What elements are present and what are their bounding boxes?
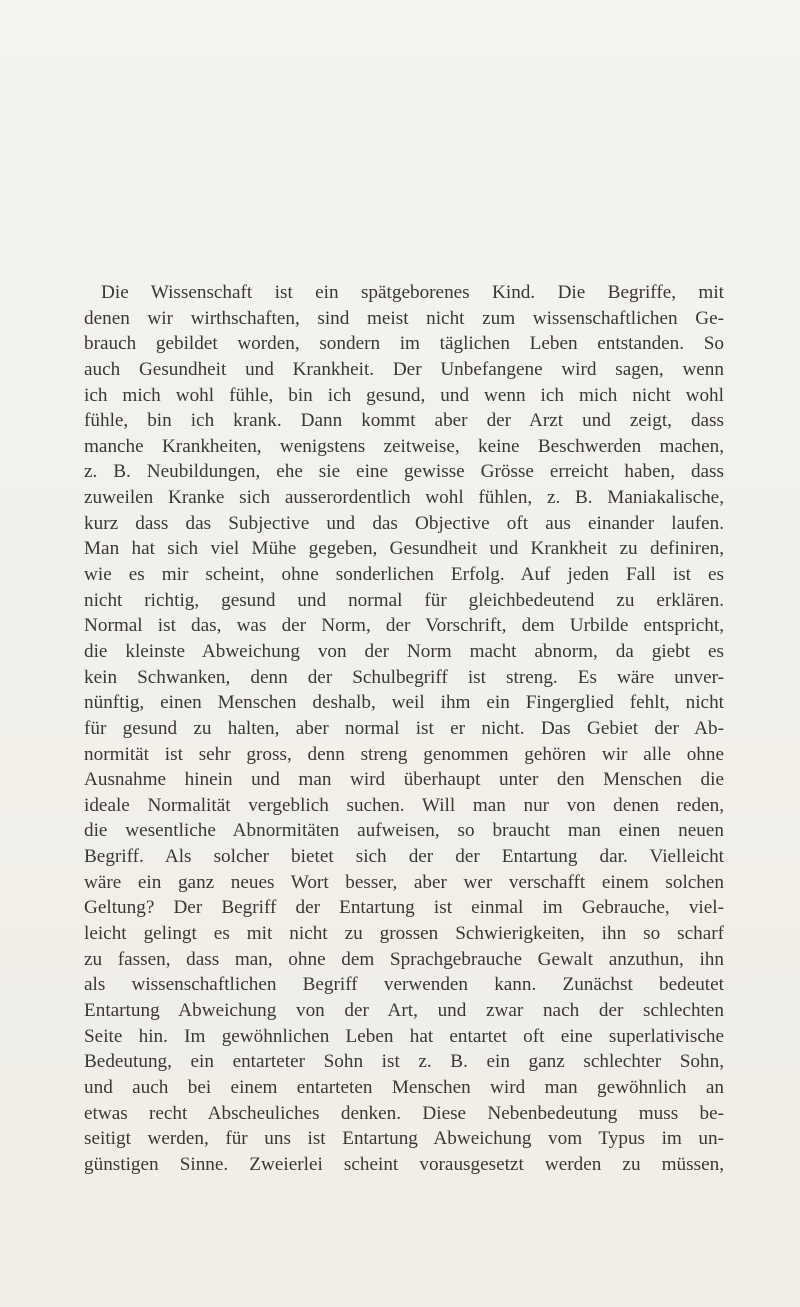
text-line: Bedeutung, ein entarteter Sohn ist z. B. ein ganz schlechter Sohn, [84, 1051, 724, 1073]
text-line: Die Wissenschaft ist ein spätgeborenes Kind. Die Begriffe, mit [101, 282, 724, 303]
text-line: günstigen Sinne. Zweierlei scheint vorausgesetzt werden zu müssen, [84, 1153, 724, 1175]
text-line: etwas recht Abscheuliches denken. Diese Nebenbedeutung muss be- [84, 1102, 724, 1124]
text-line: die kleinste Abweichung von der Norm macht abnorm, da giebt es [84, 640, 724, 662]
text-line: und auch bei einem entarteten Menschen wird man gewöhnlich an [84, 1076, 724, 1098]
text-line: fühle, bin ich krank. Dann kommt aber der Arzt und zeigt, dass [84, 410, 724, 432]
text-line: nicht richtig, gesund und normal für gleichbedeutend zu erklären. [84, 589, 724, 611]
text-line: seitigt werden, für uns ist Entartung Abweichung vom Typus im un- [84, 1128, 724, 1150]
text-line: Entartung Abweichung von der Art, und zwar nach der schlechten [84, 999, 724, 1021]
text-line: leicht gelingt es mit nicht zu grossen Schwierigkeiten, ihn so scharf [84, 923, 724, 945]
text-line: Begriff. Als solcher bietet sich der der Entartung dar. Vielleicht [84, 846, 724, 868]
text-line: ideale Normalität vergeblich suchen. Will man nur von denen reden, [84, 794, 724, 816]
text-line: denen wir wirthschaften, sind meist nicht zum wissenschaftlichen Ge- [84, 307, 724, 329]
text-line: als wissenschaftlichen Begriff verwenden kann. Zunächst bedeutet [84, 974, 724, 996]
text-line: z. B. Neubildungen, ehe sie eine gewisse Grösse erreicht haben, dass [84, 461, 724, 483]
text-line: Seite hin. Im gewöhnlichen Leben hat entartet oft eine superlativische [84, 1025, 724, 1047]
body-text [84, 280, 724, 1177]
text-line: Normal ist das, was der Norm, der Vorschrift, dem Urbilde entspricht, [84, 615, 724, 637]
text-line: zuweilen Kranke sich ausserordentlich wohl fühlen, z. B. Maniakalische, [84, 487, 724, 509]
text-line: wie es mir scheint, ohne sonderlichen Erfolg. Auf jeden Fall ist es [84, 564, 724, 586]
text-line: Geltung? Der Begriff der Entartung ist einmal im Gebrauche, viel- [84, 897, 724, 919]
text-line: Man hat sich viel Mühe gegeben, Gesundheit und Krankheit zu definiren, [84, 538, 724, 560]
text-line: manche Krankheiten, wenigstens zeitweise, keine Beschwerden machen, [84, 435, 724, 457]
text-line: kein Schwanken, denn der Schulbegriff ist streng. Es wäre unver- [84, 666, 724, 688]
text-line: brauch gebildet worden, sondern im täglichen Leben entstanden. So [84, 333, 724, 355]
text-line: wäre ein ganz neues Wort besser, aber wer verschafft einem solchen [84, 871, 724, 893]
text-line: Ausnahme hinein und man wird überhaupt unter den Menschen die [84, 769, 724, 791]
text-line: die wesentliche Abnormitäten aufweisen, so braucht man einen neuen [84, 820, 724, 842]
text-line: ich mich wohl fühle, bin ich gesund, und wenn ich mich nicht wohl [84, 384, 724, 406]
text-line: auch Gesundheit und Krankheit. Der Unbefangene wird sagen, wenn [84, 358, 724, 380]
text-line: für gesund zu halten, aber normal ist er nicht. Das Gebiet der Ab- [84, 717, 724, 739]
text-line: zu fassen, dass man, ohne dem Sprachgebrauche Gewalt anzuthun, ihn [84, 948, 724, 970]
text-line: kurz dass das Subjective und das Objective oft aus einander laufen. [84, 512, 724, 534]
text-line: nünftig, einen Menschen deshalb, weil ihm ein Fingerglied fehlt, nicht [84, 692, 724, 714]
text-line: normität ist sehr gross, denn streng genommen gehören wir alle ohne [84, 743, 724, 765]
